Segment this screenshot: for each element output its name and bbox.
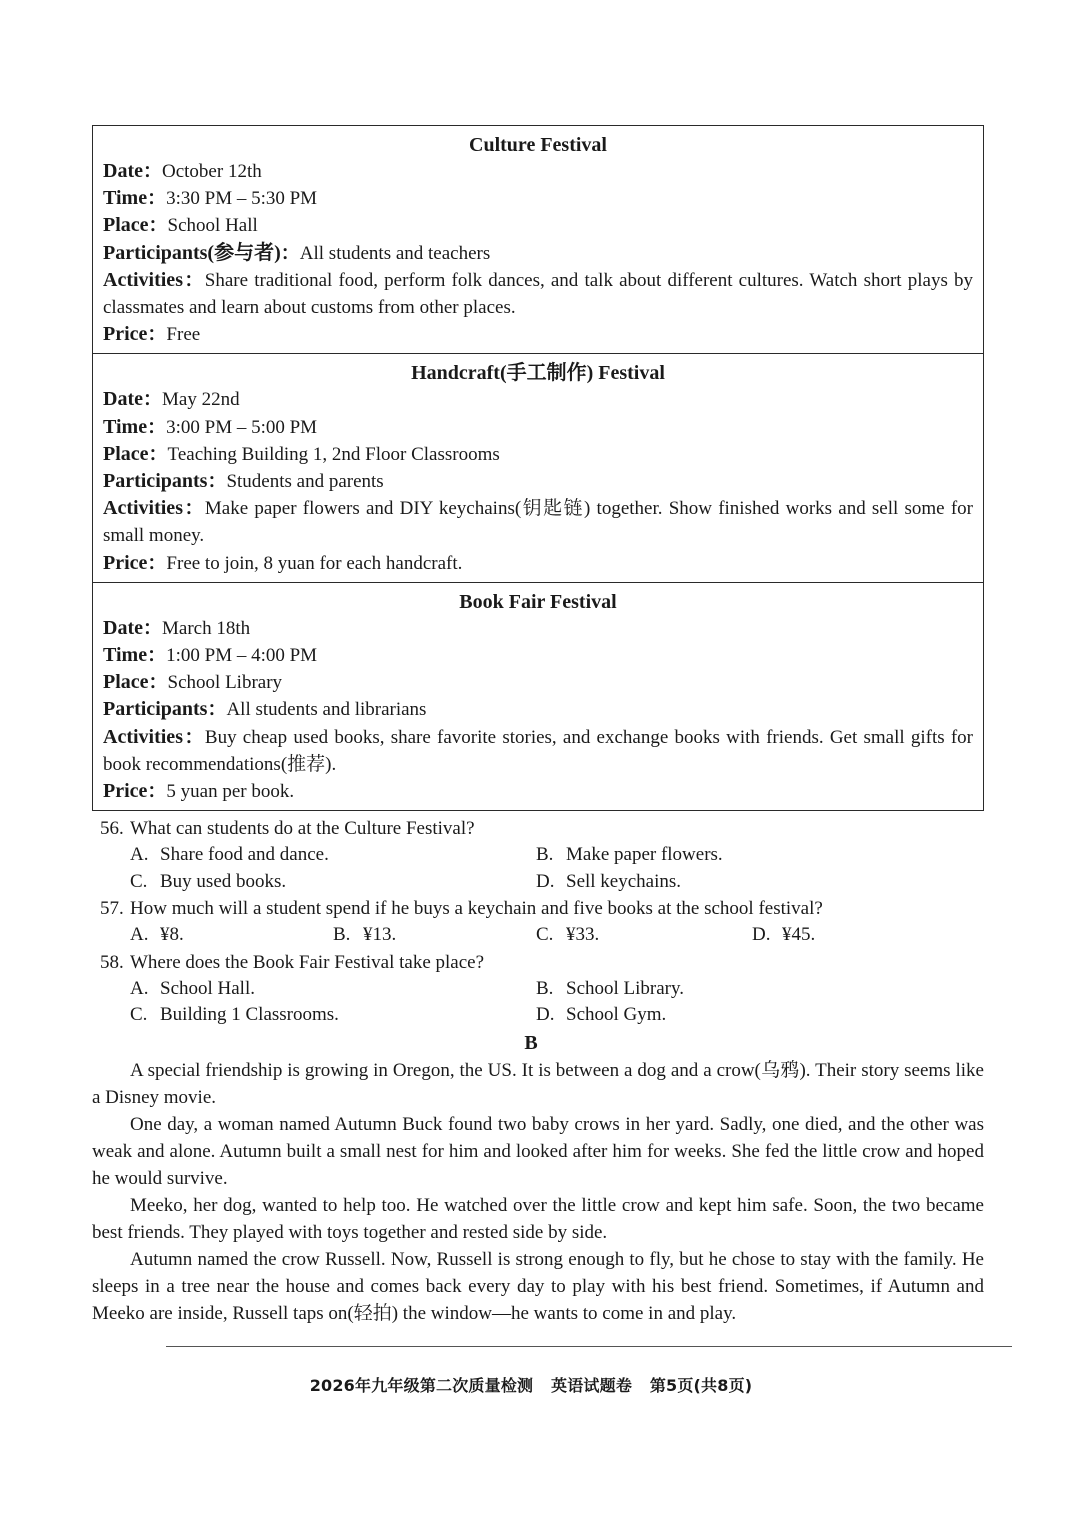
exam-title: 2026年九年级第二次质量检测: [309, 1376, 534, 1395]
field-activities: Activities：Buy cheap used books, share favorite stories, and exchange books with friends. Get small gifts for book recommendations(推荐).: [103, 725, 973, 775]
question-text: Where does the Book Fair Festival take place?: [130, 951, 485, 973]
field-price: Price：Free: [103, 323, 201, 346]
option-b[interactable]: B. Make paper flowers.: [536, 844, 723, 865]
option-a[interactable]: A. ¥8.: [130, 924, 184, 945]
option-d[interactable]: D. Sell keychains.: [536, 870, 682, 892]
passage-paragraph: Autumn named the crow Russell. Now, Russell is strong enough to fly, but he chose to stay with the family. He sleeps in a tree near the house and comes back every day to play with his best friend. Sometimes, if Autumn and Meeko are inside, Russell taps on(轻拍) the window—he wants to come in and play.: [92, 1249, 984, 1324]
question-56: [100, 815, 980, 895]
field-participants: Participants(参与者)：All students and teachers: [103, 241, 491, 264]
option-c[interactable]: C. ¥33.: [536, 924, 600, 945]
passage-paragraph: One day, a woman named Autumn Buck found two baby crows in her yard. Sadly, one died, and the other was weak and alone. Autumn built a small nest for him and looked after him for weeks. She fed the little crow and hoped he would survive.: [92, 1114, 984, 1189]
field-time: Time：1:00 PM – 4:00 PM: [103, 644, 318, 667]
option-d[interactable]: D. School Gym.: [536, 1004, 667, 1025]
field-date: Date：March 18th: [103, 616, 251, 639]
field-price: Price：5 yuan per book.: [103, 780, 295, 803]
festival-handcraft: [93, 354, 983, 582]
field-date: Date：May 22nd: [103, 388, 240, 411]
page-number: 第5页(共8页): [649, 1376, 753, 1395]
field-place: Place：Teaching Building 1, 2nd Floor Classrooms: [103, 442, 500, 465]
option-d[interactable]: D. ¥45.: [752, 924, 816, 945]
question-58: [100, 949, 980, 1029]
option-b[interactable]: B. School Library.: [536, 977, 685, 999]
question-text: What can students do at the Culture Festival?: [130, 818, 475, 839]
question-stem: [100, 895, 980, 922]
festival-title: Culture Festival: [469, 134, 607, 156]
question-stem: [100, 949, 980, 976]
field-activities: Activities：Share traditional food, perform folk dances, and talk about different cultures. Watch short plays by classmates and learn about customs from other places.: [103, 268, 973, 319]
question-57: [100, 895, 980, 949]
section-heading-b: B: [524, 1032, 538, 1054]
field-time: Time：3:30 PM – 5:30 PM: [103, 187, 318, 210]
field-place: Place：School Library: [103, 671, 283, 694]
answer-options: [100, 922, 980, 949]
festival-table: [92, 125, 984, 811]
option-a[interactable]: A. School Hall.: [130, 977, 255, 999]
question-stem: [100, 815, 980, 842]
field-participants: Participants：Students and parents: [103, 470, 384, 493]
field-time: Time：3:00 PM – 5:00 PM: [103, 415, 318, 438]
field-place: Place：School Hall: [103, 214, 258, 237]
page-footer: [0, 1372, 1062, 1400]
option-c[interactable]: C. Buy used books.: [130, 870, 287, 892]
field-date: Date：October 12th: [103, 160, 262, 182]
festival-culture: [93, 126, 983, 354]
answer-options: [100, 976, 980, 1029]
passage-end-rule: [166, 1346, 1012, 1347]
subject-label: 英语试题卷: [551, 1376, 633, 1395]
festival-title: Handcraft(手工制作) Festival: [411, 362, 665, 385]
answer-options: [100, 842, 980, 895]
question-number: 56.: [100, 818, 124, 839]
field-participants: Participants：All students and librarians: [103, 698, 427, 721]
option-b[interactable]: B. ¥13.: [333, 924, 397, 945]
passage-paragraph: Meeko, her dog, wanted to help too. He watched over the little crow and kept him safe. Soon, the two became best friends. They played with toys together and rested side by side.: [92, 1195, 984, 1243]
field-activities: Activities：Make paper flowers and DIY keychains(钥匙链) together. Show finished works and sell some for small money.: [103, 497, 973, 547]
reading-passage: [92, 1057, 984, 1327]
festival-book-fair: [93, 583, 983, 810]
question-number: 58.: [100, 951, 124, 973]
option-c[interactable]: C. Building 1 Classrooms.: [130, 1004, 339, 1025]
question-list: [100, 815, 980, 1029]
question-number: 57.: [100, 898, 124, 919]
festival-title: Book Fair Festival: [459, 590, 617, 613]
question-text: How much will a student spend if he buys a keychain and five books at the school festival?: [130, 898, 823, 919]
passage-paragraph: A special friendship is growing in Oregon, the US. It is between a dog and a crow(乌鸦). Their story seems like a Disney movie.: [92, 1060, 984, 1108]
option-a[interactable]: A. Share food and dance.: [130, 844, 329, 865]
field-price: Price：Free to join, 8 yuan for each handcraft.: [103, 551, 463, 574]
